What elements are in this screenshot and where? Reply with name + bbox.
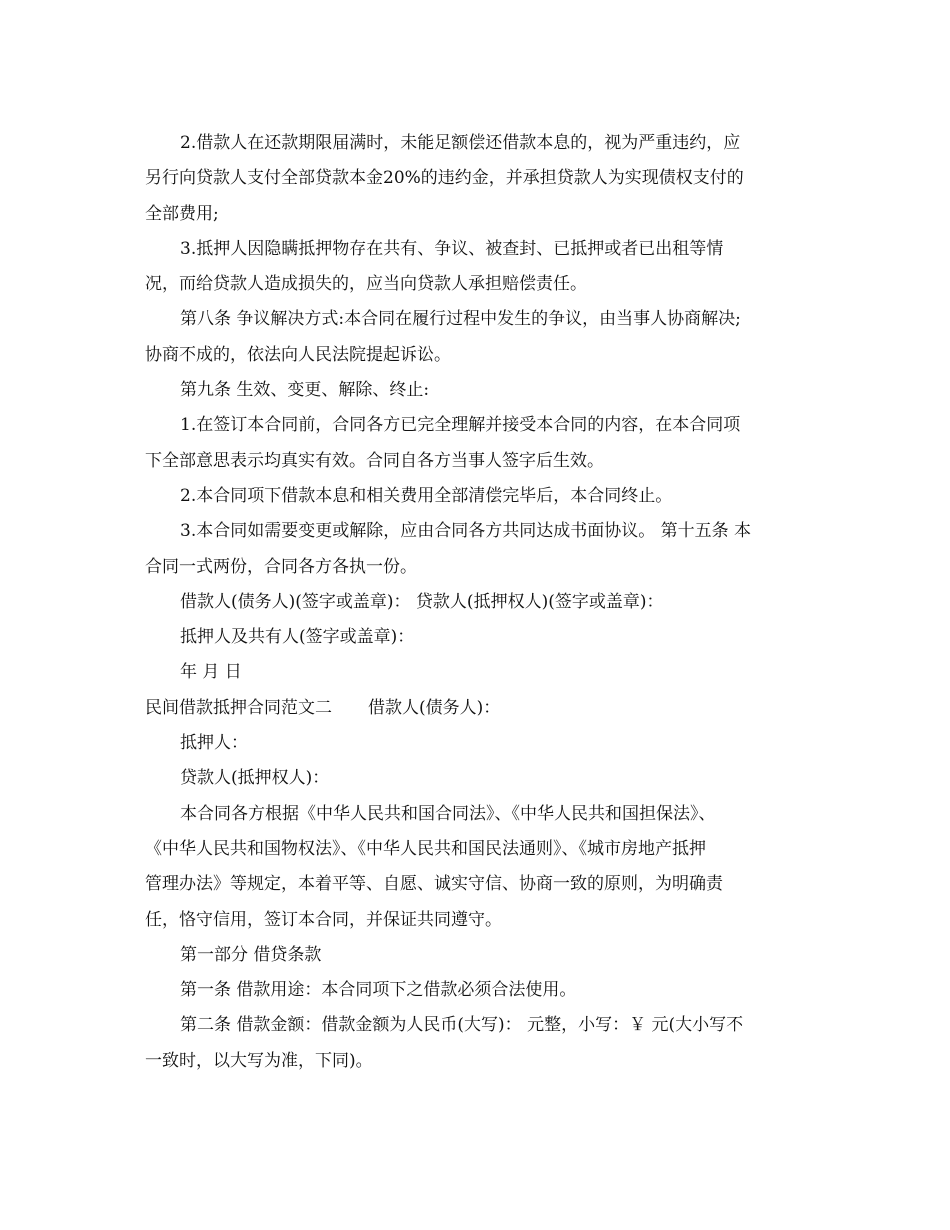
paragraph-line: 第八条 争议解决方式:本合同在履行过程中发生的争议，由当事人协商解决; [180, 309, 741, 330]
paragraph-line: 况，而给贷款人造成损失的，应当向贷款人承担赔偿责任。 [145, 274, 587, 295]
date-line: 年 月 日 [180, 662, 242, 683]
paragraph-line: 《中华人民共和国物权法》、《中华人民共和国民法通则》、《城市房地产抵押 [145, 838, 706, 859]
paragraph-line: 1.在签订本合同前，合同各方已完全理解并接受本合同的内容，在本合同项 [180, 415, 741, 436]
paragraph-line: 3.抵押人因隐瞒抵押物存在共有、争议、被查封、已抵押或者已出租等情 [180, 238, 724, 259]
paragraph-line: 全部费用; [145, 203, 219, 224]
section-heading: 第九条 生效、变更、解除、终止: [180, 380, 430, 401]
paragraph-line: 2.本合同项下借款本息和相关费用全部清偿完毕后，本合同终止。 [180, 485, 673, 506]
paragraph-line: 3.本合同如需要变更或解除，应由合同各方共同达成书面协议。 第十五条 本 [180, 521, 752, 542]
paragraph-line: 2.借款人在还款期限届满时，未能足额偿还借款本息的，视为严重违约，应 [180, 133, 741, 153]
paragraph-line: 另行向贷款人支付全部贷款本金20%的违约金，并承担贷款人为实现债权支付的 [145, 168, 744, 189]
section-heading: 第一部分 借贷条款 [180, 944, 322, 965]
paragraph-line: 任，恪守信用，签订本合同，并保证共同遵守。 [145, 909, 502, 930]
paragraph-line: 本合同各方根据《中华人民共和国合同法》、《中华人民共和国担保法》、 [180, 803, 716, 824]
paragraph-line: 合同一式两份，合同各方各执一份。 [145, 556, 417, 577]
contract-title-line [145, 691, 810, 726]
party-label: 贷款人(抵押权人)： [180, 768, 330, 789]
contract-title: 民间借款抵押合同范文二 [145, 697, 332, 718]
paragraph-line: 第二条 借款金额：借款金额为人民币(大写)： 元整，小写：￥ 元(大小写不 [180, 1015, 744, 1036]
paragraph-line: 第一条 借款用途：本合同项下之借款必须合法使用。 [180, 980, 577, 1001]
signature-line: 借款人(债务人)(签字或盖章)： 贷款人(抵押权人)(签字或盖章)： [180, 591, 664, 612]
paragraph-line: 协商不成的，依法向人民法院提起诉讼。 [145, 344, 451, 365]
party-label: 借款人(债务人)： [368, 697, 501, 718]
signature-line: 抵押人及共有人(签字或盖章)： [180, 627, 415, 648]
document-body [145, 126, 810, 1079]
party-label: 抵押人： [180, 733, 248, 754]
paragraph-line: 一致时，以大写为准，下同)。 [145, 1050, 373, 1071]
paragraph-line: 下全部意思表示均真实有效。合同自各方当事人签字后生效。 [145, 450, 604, 471]
paragraph-line: 管理办法》等规定，本着平等、自愿、诚实守信、协商一致的原则，为明确责 [145, 874, 723, 895]
